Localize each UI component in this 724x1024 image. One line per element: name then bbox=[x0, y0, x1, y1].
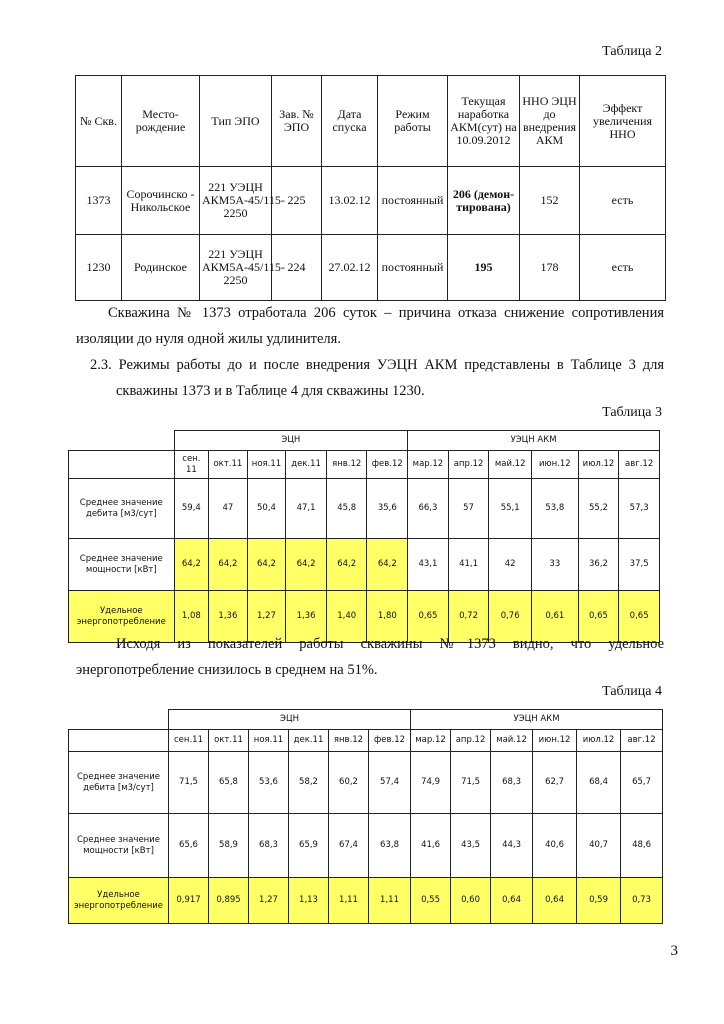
table2-caption: Таблица 2 bbox=[602, 44, 662, 59]
table3-cell: 66,3 bbox=[408, 479, 449, 539]
table3-month-cell: июл.12 bbox=[578, 451, 619, 479]
table4-group-esp: ЭЦН bbox=[169, 710, 411, 730]
table-row bbox=[69, 539, 660, 591]
table3-month-label-cell bbox=[69, 451, 175, 479]
table3-cell: 57,3 bbox=[619, 479, 660, 539]
table2-cell: 27.02.12 bbox=[322, 235, 378, 301]
table3-cell: 47 bbox=[209, 479, 248, 539]
table2-cell: Сорочинско - Никольское bbox=[122, 167, 200, 235]
table4-cell: 71,5 bbox=[451, 752, 491, 814]
table4-group-row bbox=[69, 710, 663, 730]
table2 bbox=[75, 75, 666, 301]
table2-header-cell: Режим работы bbox=[378, 76, 448, 167]
table3-cell: 0,65 bbox=[578, 591, 619, 643]
table3 bbox=[68, 430, 660, 643]
table2-cell: 221 УЭЦН АКМ5А-45/115-2250 bbox=[200, 235, 272, 301]
table4-cell: 60,2 bbox=[329, 752, 369, 814]
table2-cell: Родинское bbox=[122, 235, 200, 301]
table-row bbox=[69, 479, 660, 539]
table2-header-cell: Эффект увеличения ННО bbox=[580, 76, 666, 167]
table3-month-cell: мар.12 bbox=[408, 451, 449, 479]
table4-cell: 48,6 bbox=[621, 814, 663, 878]
table3-row-label: Удельное энергопотребление bbox=[69, 591, 175, 643]
table3-cell: 0,65 bbox=[619, 591, 660, 643]
table3-row-label: Среднее значение мощности [кВт] bbox=[69, 539, 175, 591]
table3-cell: 0,65 bbox=[408, 591, 449, 643]
table3-cell: 64,2 bbox=[326, 539, 367, 591]
table4-cell: 57,4 bbox=[369, 752, 411, 814]
table4-month-cell: окт.11 bbox=[209, 730, 249, 752]
table2-cell: 195 bbox=[448, 235, 520, 301]
table2-cell: 221 УЭЦН АКМ5А-45/115-2250 bbox=[200, 167, 272, 235]
table3-month-cell: ноя.11 bbox=[247, 451, 286, 479]
table3-caption: Таблица 3 bbox=[602, 405, 662, 420]
table3-cell: 33 bbox=[531, 539, 578, 591]
table3-month-cell: май.12 bbox=[489, 451, 532, 479]
table2-cell: 225 bbox=[272, 167, 322, 235]
table4-month-cell: сен.11 bbox=[169, 730, 209, 752]
table4 bbox=[68, 709, 663, 924]
table4-cell: 68,3 bbox=[249, 814, 289, 878]
table-row bbox=[76, 235, 666, 301]
table3-cell: 35,6 bbox=[367, 479, 408, 539]
table2-cell: 178 bbox=[520, 235, 580, 301]
table4-month-cell: май.12 bbox=[491, 730, 533, 752]
table2-header-row bbox=[76, 76, 666, 167]
paragraph-well-1373-failure: Скважина № 1373 отработала 206 суток – причина отказа снижение сопротивления изоляции до нуля одной жилы удлинителя. bbox=[76, 305, 664, 347]
table4-cell: 58,2 bbox=[289, 752, 329, 814]
table3-month-cell: июн.12 bbox=[531, 451, 578, 479]
table2-cell: 224 bbox=[272, 235, 322, 301]
table3-cell: 50,4 bbox=[247, 479, 286, 539]
table4-cell: 65,9 bbox=[289, 814, 329, 878]
table2-header-cell: Текущая наработка АКМ(сут) на 10.09.2012 bbox=[448, 76, 520, 167]
table2-cell: 152 bbox=[520, 167, 580, 235]
table3-cell: 64,2 bbox=[286, 539, 327, 591]
table3-month-cell: окт.11 bbox=[209, 451, 248, 479]
table4-group-esp-akm: УЭЦН АКМ bbox=[411, 710, 663, 730]
table3-cell: 43,1 bbox=[408, 539, 449, 591]
table2-header-cell: Тип ЭПО bbox=[200, 76, 272, 167]
table4-cell: 0,64 bbox=[533, 878, 577, 924]
table3-cell: 0,72 bbox=[448, 591, 489, 643]
table3-corner bbox=[69, 431, 175, 451]
paragraph-energy-reduction: Исходя из показателей работы скважины №1373 видно, что удельное энергопотребление снизилось в среднем на 51%. bbox=[76, 636, 664, 678]
table4-month-cell: янв.12 bbox=[329, 730, 369, 752]
table3-cell: 57 bbox=[448, 479, 489, 539]
table3-group-esp: ЭЦН bbox=[174, 431, 408, 451]
table2-header-cell: Зав. № ЭПО bbox=[272, 76, 322, 167]
table4-month-cell: ноя.11 bbox=[249, 730, 289, 752]
table3-cell: 64,2 bbox=[367, 539, 408, 591]
table4-cell: 1,11 bbox=[329, 878, 369, 924]
table4-cell: 0,60 bbox=[451, 878, 491, 924]
table3-cell: 47,1 bbox=[286, 479, 327, 539]
table3-month-cell: авг.12 bbox=[619, 451, 660, 479]
table-row bbox=[69, 752, 663, 814]
table4-cell: 0,59 bbox=[577, 878, 621, 924]
paragraph-section-2-3: 2.3. Режимы работы до и после внедрения УЭЦН АКМ представлены в Таблице 3 для скважины 1373 и в Таблице 4 для скважины 1230. bbox=[90, 357, 664, 399]
table2-cell: 13.02.12 bbox=[322, 167, 378, 235]
table3-cell: 64,2 bbox=[247, 539, 286, 591]
table4-month-cell: авг.12 bbox=[621, 730, 663, 752]
table2-cell: постоянный bbox=[378, 167, 448, 235]
table4-cell: 68,3 bbox=[491, 752, 533, 814]
table4-cell: 0,64 bbox=[491, 878, 533, 924]
table4-cell: 1,13 bbox=[289, 878, 329, 924]
table4-month-cell: июн.12 bbox=[533, 730, 577, 752]
table4-month-label-cell bbox=[69, 730, 169, 752]
table4-cell: 65,8 bbox=[209, 752, 249, 814]
table3-cell: 53,8 bbox=[531, 479, 578, 539]
table4-cell: 1,27 bbox=[249, 878, 289, 924]
table-row bbox=[69, 878, 663, 924]
table3-cell: 1,36 bbox=[209, 591, 248, 643]
table4-cell: 41,6 bbox=[411, 814, 451, 878]
table3-cell: 64,2 bbox=[209, 539, 248, 591]
table4-month-cell: июл.12 bbox=[577, 730, 621, 752]
table3-month-row bbox=[69, 451, 660, 479]
table3-cell: 1,40 bbox=[326, 591, 367, 643]
table3-cell: 45,8 bbox=[326, 479, 367, 539]
table4-cell: 62,7 bbox=[533, 752, 577, 814]
table3-cell: 37,5 bbox=[619, 539, 660, 591]
table4-cell: 67,4 bbox=[329, 814, 369, 878]
table3-month-cell: фев.12 bbox=[367, 451, 408, 479]
table4-cell: 68,4 bbox=[577, 752, 621, 814]
table3-month-cell: апр.12 bbox=[448, 451, 489, 479]
table4-cell: 44,3 bbox=[491, 814, 533, 878]
table4-month-cell: апр.12 bbox=[451, 730, 491, 752]
table2-cell: 1230 bbox=[76, 235, 122, 301]
table4-cell: 58,9 bbox=[209, 814, 249, 878]
table2-cell: есть bbox=[580, 167, 666, 235]
table3-cell: 55,2 bbox=[578, 479, 619, 539]
table2-cell: постоянный bbox=[378, 235, 448, 301]
table3-month-cell: янв.12 bbox=[326, 451, 367, 479]
table3-row-label: Среднее значение дебита [м3/сут] bbox=[69, 479, 175, 539]
table3-group-row bbox=[69, 431, 660, 451]
table3-cell: 41,1 bbox=[448, 539, 489, 591]
table3-cell: 1,80 bbox=[367, 591, 408, 643]
table4-cell: 1,11 bbox=[369, 878, 411, 924]
table4-corner bbox=[69, 710, 169, 730]
table4-cell: 40,7 bbox=[577, 814, 621, 878]
table4-cell: 0,55 bbox=[411, 878, 451, 924]
table4-cell: 43,5 bbox=[451, 814, 491, 878]
table3-cell: 64,2 bbox=[174, 539, 209, 591]
table3-cell: 1,08 bbox=[174, 591, 209, 643]
table3-cell: 59,4 bbox=[174, 479, 209, 539]
table3-cell: 1,36 bbox=[286, 591, 327, 643]
table2-cell: есть bbox=[580, 235, 666, 301]
table4-row-label: Удельное энергопотребление bbox=[69, 878, 169, 924]
table4-cell: 0,917 bbox=[169, 878, 209, 924]
table4-cell: 65,7 bbox=[621, 752, 663, 814]
table2-header-cell: Место-рождение bbox=[122, 76, 200, 167]
table3-month-cell: дек.11 bbox=[286, 451, 327, 479]
table3-cell: 0,61 bbox=[531, 591, 578, 643]
table2-header-cell: Дата спуска bbox=[322, 76, 378, 167]
table-row bbox=[69, 814, 663, 878]
table3-cell: 36,2 bbox=[578, 539, 619, 591]
table2-cell: 1373 bbox=[76, 167, 122, 235]
table2-header-cell: ННО ЭЦН до внедрения АКМ bbox=[520, 76, 580, 167]
table3-cell: 55,1 bbox=[489, 479, 532, 539]
table4-cell: 74,9 bbox=[411, 752, 451, 814]
table4-cell: 0,73 bbox=[621, 878, 663, 924]
table4-month-cell: мар.12 bbox=[411, 730, 451, 752]
table2-header-cell: № Скв. bbox=[76, 76, 122, 167]
table4-month-row bbox=[69, 730, 663, 752]
table3-group-esp-akm: УЭЦН АКМ bbox=[408, 431, 660, 451]
table3-cell: 42 bbox=[489, 539, 532, 591]
table3-cell: 0,76 bbox=[489, 591, 532, 643]
table4-cell: 65,6 bbox=[169, 814, 209, 878]
table4-cell: 0,895 bbox=[209, 878, 249, 924]
table4-cell: 40,6 bbox=[533, 814, 577, 878]
table4-row-label: Среднее значение мощности [кВт] bbox=[69, 814, 169, 878]
table-row bbox=[76, 167, 666, 235]
table2-cell: 206 (демон-тирована) bbox=[448, 167, 520, 235]
table4-cell: 71,5 bbox=[169, 752, 209, 814]
table4-cell: 53,6 bbox=[249, 752, 289, 814]
table4-month-cell: дек.11 bbox=[289, 730, 329, 752]
table3-cell: 1,27 bbox=[247, 591, 286, 643]
table4-caption: Таблица 4 bbox=[602, 684, 662, 699]
table3-month-cell: сен. 11 bbox=[174, 451, 209, 479]
table4-month-cell: фев.12 bbox=[369, 730, 411, 752]
page-number: 3 bbox=[670, 943, 678, 959]
table4-row-label: Среднее значение дебита [м3/сут] bbox=[69, 752, 169, 814]
table4-cell: 63,8 bbox=[369, 814, 411, 878]
